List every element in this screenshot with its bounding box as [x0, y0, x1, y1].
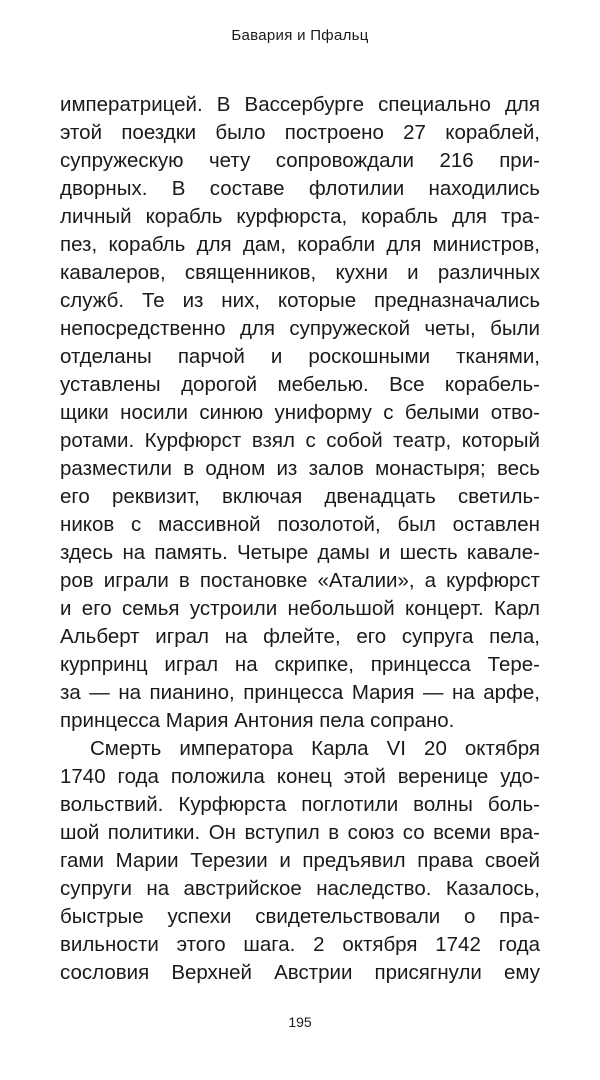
- text-line: супруги на австрийское наследство. Казалось,: [60, 877, 540, 900]
- text-line: за — на пианино, принцесса Мария — на арфе,: [60, 681, 540, 704]
- text-line: разместили в одном из залов монастыря; весь: [60, 457, 540, 480]
- running-header: Бавария и Пфальц: [231, 27, 369, 44]
- text-line: служб. Те из них, которые предназначались: [60, 289, 540, 312]
- text-line: Смерть императора Карла VI 20 октября: [90, 737, 540, 760]
- page-number: 195: [288, 1014, 312, 1030]
- text-line: уставлены дорогой мебелью. Все корабель-: [60, 373, 540, 396]
- text-line: шой политики. Он вступил в союз со всеми вра-: [60, 821, 540, 844]
- text-line: императрицей. В Вассербурге специально для: [60, 93, 540, 116]
- text-line: кавалеров, священников, кухни и различных: [60, 261, 540, 284]
- text-line: супружескую чету сопровождали 216 при-: [60, 149, 540, 172]
- text-line: щики носили синюю униформу с белыми отво-: [60, 401, 540, 424]
- text-line: дворных. В составе флотилии находились: [60, 177, 540, 200]
- text-line: сословия Верхней Австрии присягнули ему: [60, 961, 540, 984]
- text-line: быстрые успехи свидетельствовали о пра-: [60, 905, 540, 928]
- text-line: вильности этого шага. 2 октября 1742 года: [60, 933, 540, 956]
- text-line: ников с массивной позолотой, был оставлен: [60, 513, 540, 536]
- text-line: этой поездки было построено 27 кораблей,: [60, 121, 540, 144]
- text-line: курпринц играл на скрипке, принцесса Тере-: [60, 653, 540, 676]
- text-line: гами Марии Терезии и предъявил права своей: [60, 849, 540, 872]
- body-text: [60, 91, 540, 987]
- text-line: 1740 года положила конец этой веренице удо-: [60, 765, 540, 788]
- text-line: личный корабль курфюрста, корабль для тра-: [60, 205, 540, 228]
- text-line: ров играли в постановке «Аталии», а курфюрст: [60, 569, 540, 592]
- text-line: его реквизит, включая двенадцать светиль-: [60, 485, 540, 508]
- text-line: непосредственно для супружеской четы, были: [60, 317, 540, 340]
- text-line: и его семья устроили небольшой концерт. Карл: [60, 597, 540, 620]
- text-line: принцесса Мария Антония пела сопрано.: [60, 709, 455, 732]
- text-line: отделаны парчой и роскошными тканями,: [60, 345, 540, 368]
- text-line: здесь на память. Четыре дамы и шесть кавале-: [60, 541, 540, 564]
- text-line: ротами. Курфюрст взял с собой театр, который: [60, 429, 540, 452]
- text-line: пез, корабль для дам, корабли для министров,: [60, 233, 540, 256]
- text-line: вольствий. Курфюрста поглотили волны боль-: [60, 793, 540, 816]
- text-line: Альберт играл на флейте, его супруга пела,: [60, 625, 540, 648]
